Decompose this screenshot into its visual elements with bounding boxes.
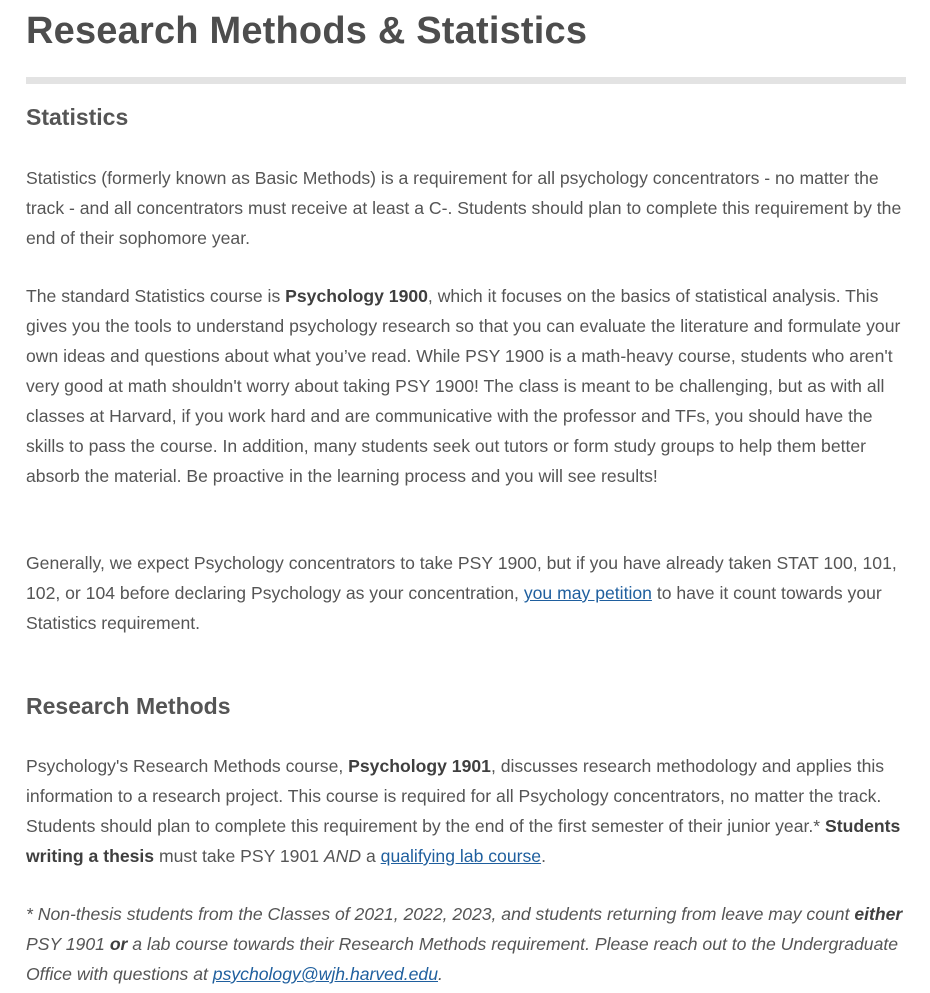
text-span: Psychology's Research Methods course, (26, 756, 349, 776)
text-span: a lab course towards their Research Methods requirement. Please reach out to the Undergraduate Office with questions at (26, 934, 899, 984)
statistics-paragraph-2 (26, 281, 910, 491)
qualifying-lab-course-link[interactable]: qualifying lab course (380, 846, 542, 866)
text-span: * Non-thesis students from the Classes of 2021, 2022, 2023, and students returning from leave may count (26, 904, 855, 924)
petition-link[interactable]: you may petition (523, 583, 652, 603)
text-span: . (541, 846, 546, 866)
statistics-heading: Statistics (26, 104, 129, 130)
either-emphasis: either (854, 904, 903, 924)
course-psy1900: Psychology 1900 (285, 286, 428, 306)
research-methods-heading: Research Methods (26, 693, 231, 719)
statistics-paragraph-1: Statistics (formerly known as Basic Methods) is a requirement for all psychology concentrators - no matter the track - and all concentrators must receive at least a C-. Students should plan to complete this requirement by the end of their sophomore year. (26, 168, 902, 248)
text-span: The standard Statistics course is (26, 286, 286, 306)
email-link[interactable]: psychology@wjh.harved.edu (212, 964, 438, 984)
research-paragraph-1 (26, 751, 910, 871)
page-title: Research Methods & Statistics (26, 10, 588, 52)
statistics-paragraph-3 (26, 548, 910, 638)
thesis-emphasis: Students writing a thesis (26, 816, 901, 866)
text-span: , discusses research methodology and applies this information to a research project. This course is required for all Psychology concentrators, no matter the track. Students should plan to complete this requirement by the end of the first semester of their junior year.* (26, 756, 885, 836)
text-span: Generally, we expect Psychology concentrators to take PSY 1900, but if you have already taken STAT 100, 101, 102, or 104 before declaring Psychology as your concentration, (26, 553, 897, 603)
or-emphasis: or (109, 934, 128, 954)
text-span: to have it count towards your Statistics requirement. (26, 583, 882, 633)
text-span: PSY 1901 (26, 934, 110, 954)
text-span: must take PSY 1901 (154, 846, 324, 866)
title-divider (26, 77, 906, 84)
text-span: , which it focuses on the basics of statistical analysis. This gives you the tools to understand psychology research so that you can evaluate the literature and formulate your own ideas and questions about what you’ve read. While PSY 1900 is a math-heavy course, students who aren't very good at math shouldn't worry about taking PSY 1900! The class is meant to be challenging, but as with all classes at Harvard, if you work hard and are communicative with the professor and TFs, you should have the skills to pass the course. In addition, many students seek out tutors or form study groups to help them better absorb the material. Be proactive in the learning process and you will see results! (26, 286, 901, 486)
course-psy1901: Psychology 1901 (348, 756, 491, 776)
and-emphasis: AND (323, 846, 362, 866)
text-span: a (361, 846, 381, 866)
research-footnote (26, 899, 910, 989)
text-span: . (438, 964, 443, 984)
